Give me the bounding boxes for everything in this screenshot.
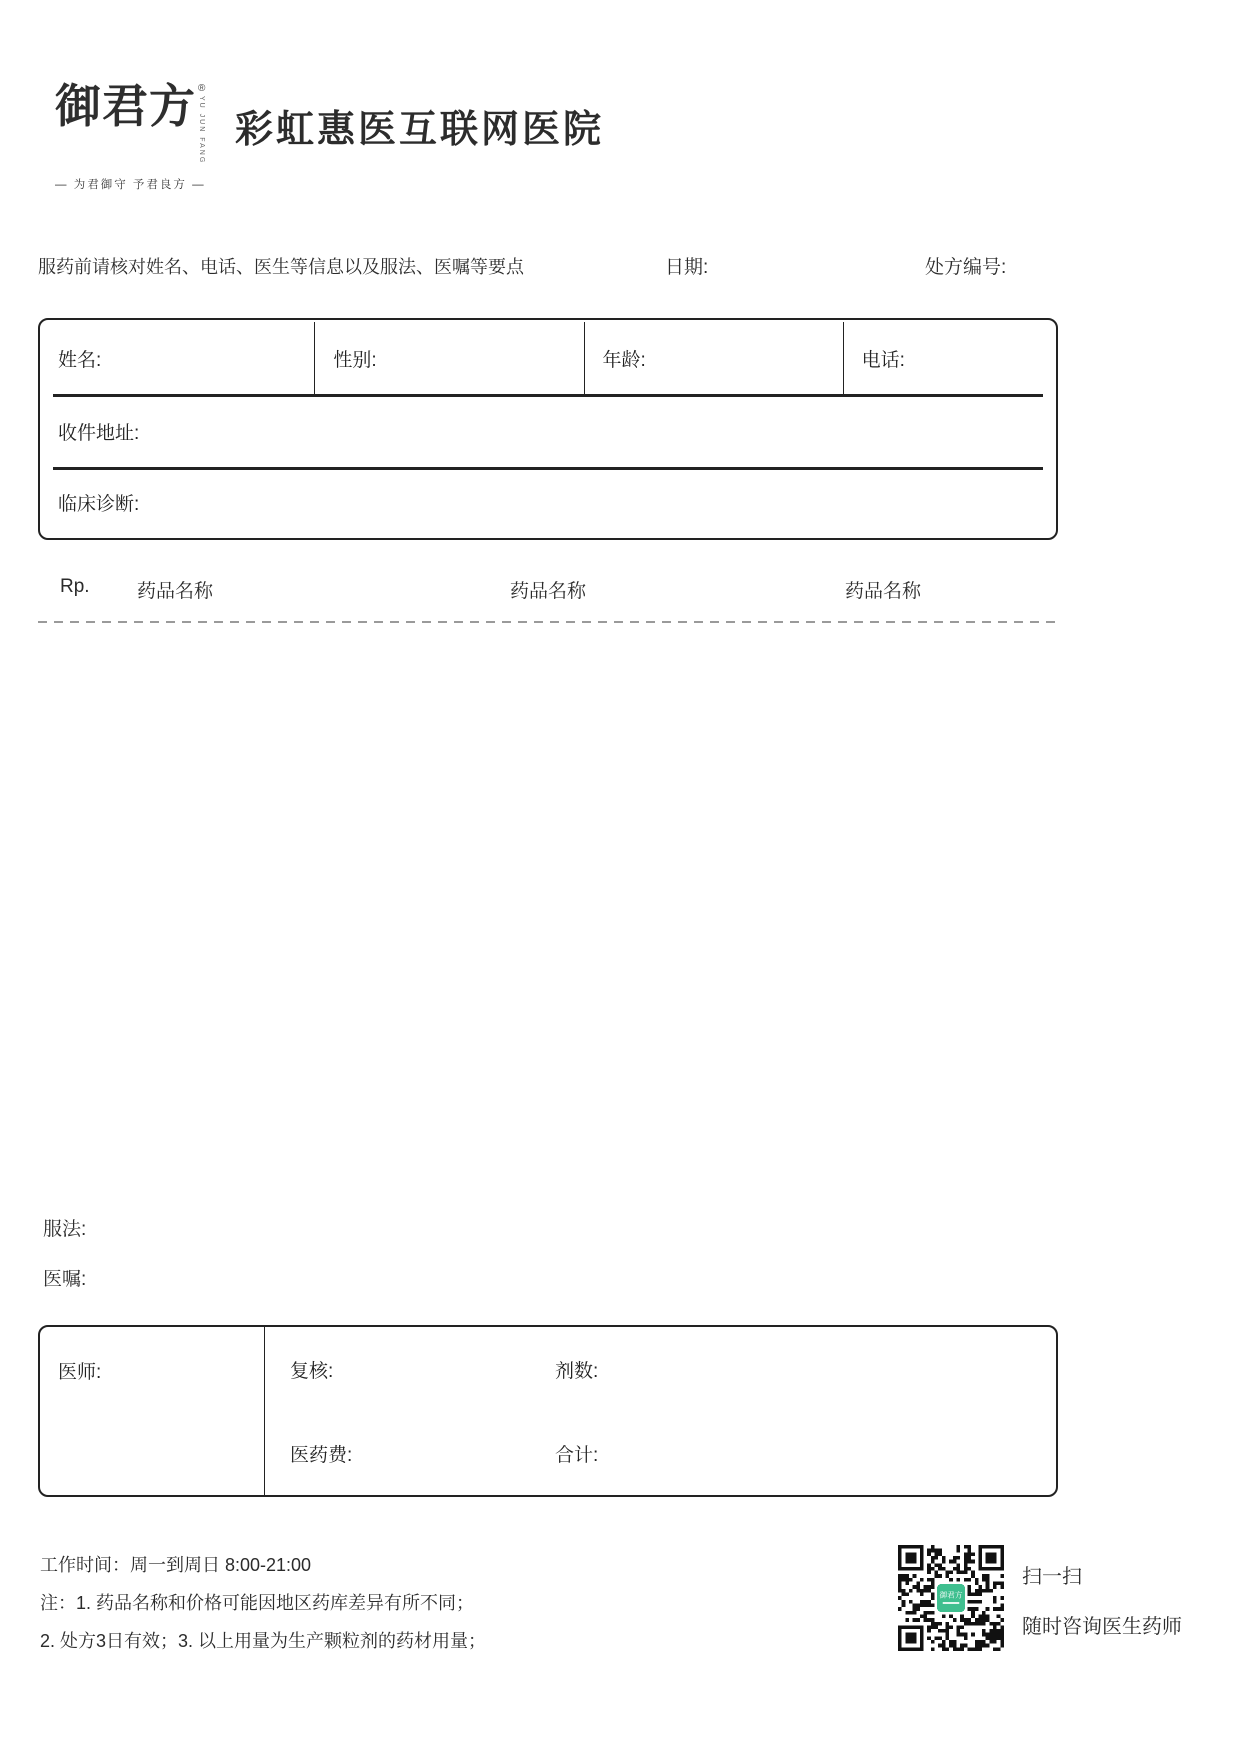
gender-label: 性别:	[333, 349, 377, 371]
prescription-number-label: 处方编号:	[925, 257, 1007, 278]
drug-name-column-header: 药品名称	[510, 581, 587, 602]
review-label: 复核:	[290, 1360, 334, 1382]
phone-label: 电话:	[861, 349, 905, 371]
registered-trademark-icon: ®	[198, 83, 206, 94]
svg-text:御君方: 御君方	[939, 1590, 963, 1600]
qr-code	[898, 1545, 1004, 1651]
gender-field	[314, 322, 583, 394]
footer-note-1: 注：1. 药品名称和价格可能因地区药库差异有所不同；	[40, 1593, 475, 1613]
dashed-divider	[38, 621, 1058, 623]
age-field	[584, 322, 843, 394]
hospital-name: 彩虹惠医互联网医院	[235, 109, 605, 151]
age-label: 年龄:	[602, 349, 646, 371]
rp-label: Rp.	[60, 576, 90, 597]
divider	[53, 394, 1043, 397]
usage-method-label: 服法:	[43, 1219, 87, 1240]
date-label: 日期:	[665, 257, 709, 278]
address-field	[40, 396, 1056, 467]
doses-label: 剂数:	[555, 1360, 599, 1382]
divider	[53, 467, 1043, 470]
logo-slogan: — 为君御守 予君良方 —	[55, 179, 206, 192]
drug-name-column-header: 药品名称	[845, 581, 922, 602]
doctor-label: 医师:	[58, 1362, 102, 1383]
fee-area	[265, 1327, 1056, 1495]
scan-hint: 随时咨询医生药师	[1022, 1616, 1182, 1638]
phone-field	[843, 322, 1056, 394]
drug-name-column-header: 药品名称	[137, 581, 214, 602]
patient-row-basic	[40, 320, 1056, 396]
footer-note-2: 2. 处方3日有效；3. 以上用量为生产颗粒剂的药材用量；	[40, 1631, 487, 1651]
logo-text: 御君方	[55, 81, 196, 132]
review-doses-row	[265, 1327, 1056, 1411]
total-label: 合计:	[555, 1444, 599, 1466]
name-label: 姓名:	[58, 349, 102, 371]
logo-latin-text: YU JUN FANG	[198, 96, 206, 165]
brand-logo	[55, 81, 206, 192]
signature-fee-box	[38, 1325, 1058, 1497]
medication-check-hint: 服药前请核对姓名、电话、医生等信息以及服法、医嘱等要点	[38, 257, 524, 277]
scan-label: 扫一扫	[1022, 1566, 1082, 1588]
diagnosis-field	[40, 467, 1056, 538]
working-hours: 工作时间：周一到周日 8:00-21:00	[40, 1555, 312, 1575]
logo-side	[198, 84, 205, 164]
fee-total-row	[265, 1411, 1056, 1495]
fee-label: 医药费:	[290, 1444, 353, 1466]
doctor-advice-label: 医嘱:	[43, 1269, 87, 1290]
name-field	[40, 322, 314, 394]
doctor-field	[40, 1327, 265, 1495]
diagnosis-label: 临床诊断:	[58, 494, 140, 515]
address-label: 收件地址:	[58, 423, 140, 444]
patient-info-box	[38, 318, 1058, 540]
qr-center-logo	[936, 1583, 966, 1613]
